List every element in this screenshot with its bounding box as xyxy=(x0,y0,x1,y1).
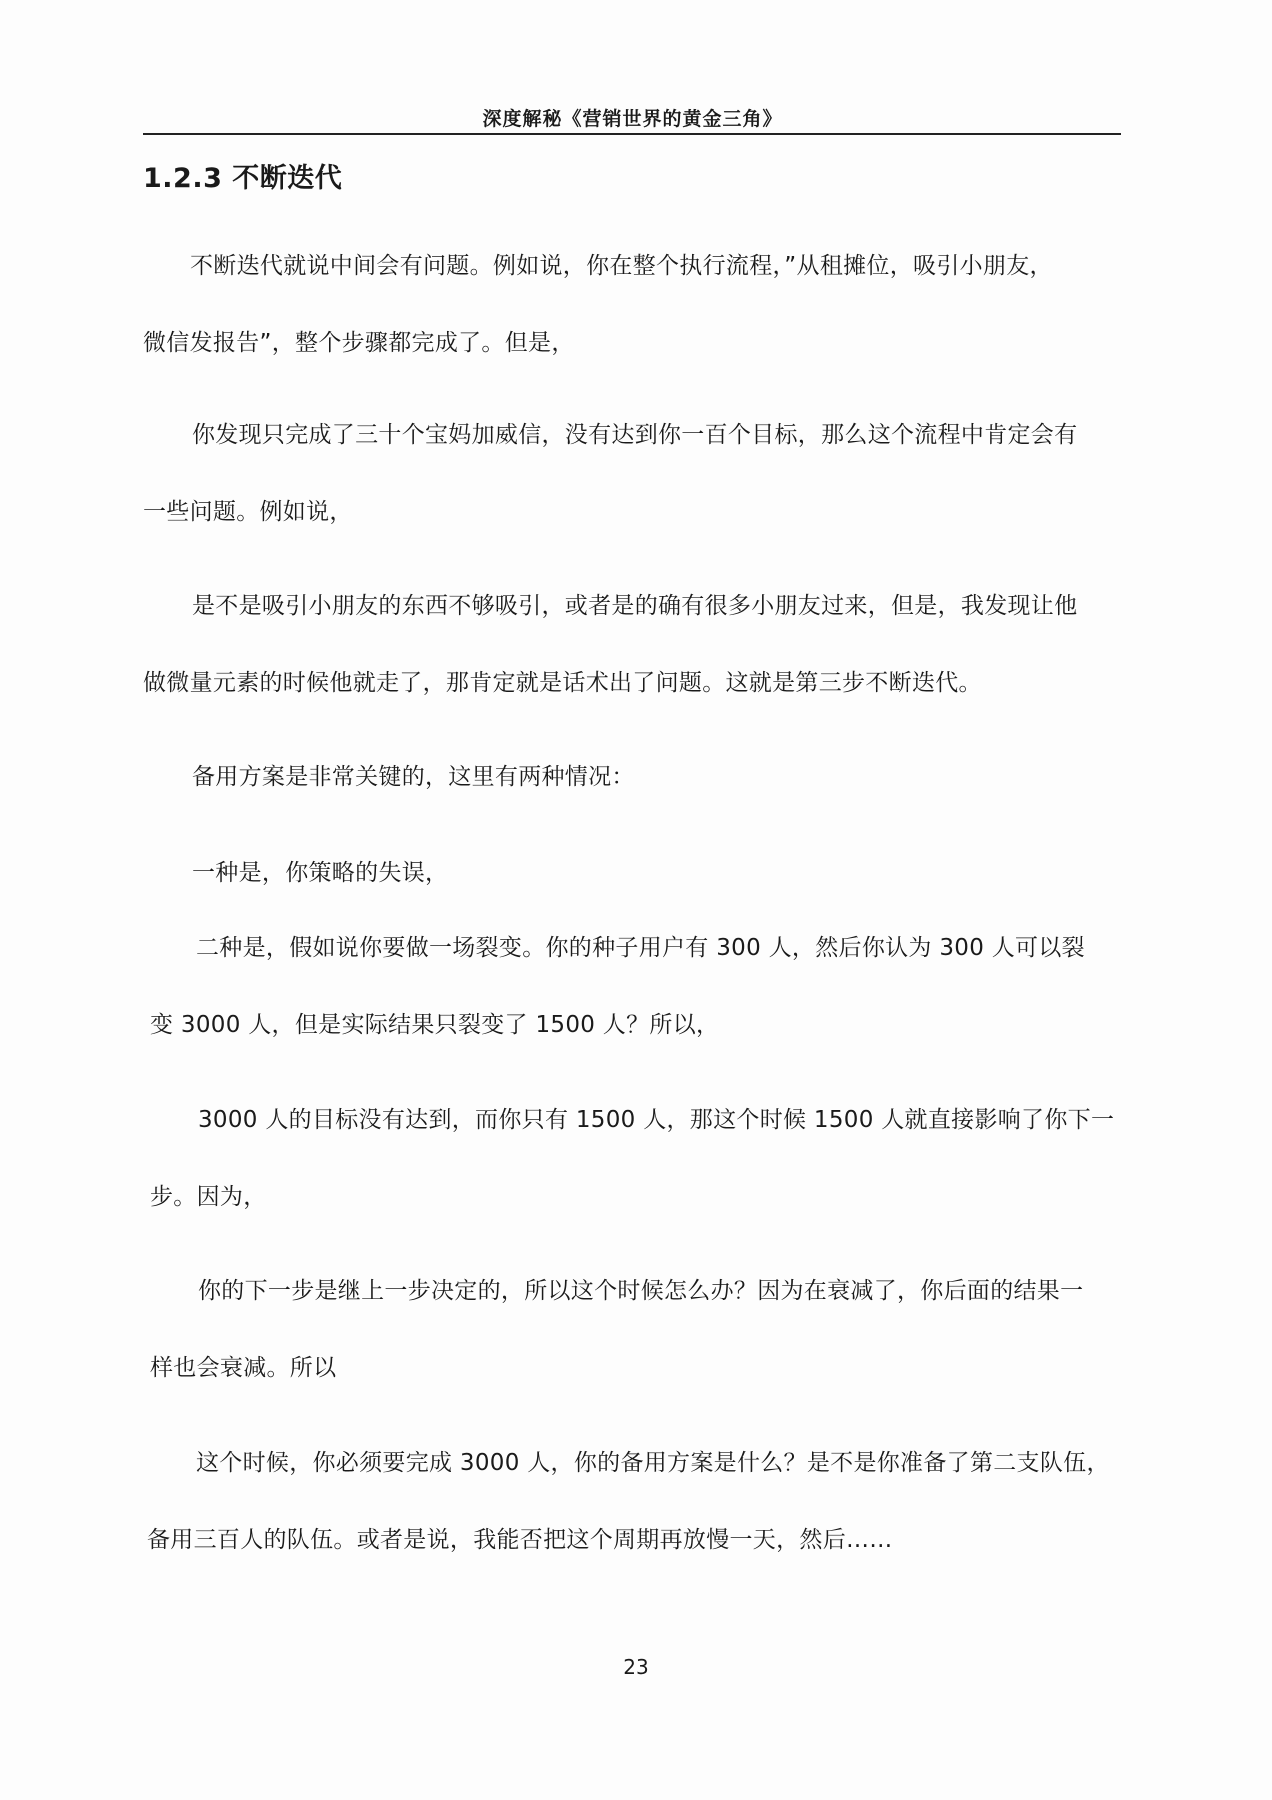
paragraph-line: 变 3000 人，但是实际结果只裂变了 1500 人？所以， xyxy=(150,1012,720,1038)
running-header: 深度解秘《营销世界的黄金三角》 xyxy=(482,108,783,130)
paragraph-line: 不断迭代就说中间会有问题。例如说，你在整个执行流程，”从租摊位，吸引小朋友， xyxy=(190,253,1053,279)
paragraph-line: 这个时候，你必须要完成 3000 人，你的备用方案是什么？是不是你准备了第二支队伍， xyxy=(196,1450,1110,1476)
section-title: 1.2.3 不断迭代 xyxy=(143,163,343,194)
paragraph-line: 样也会衰减。所以 xyxy=(150,1355,337,1381)
paragraph-line: 微信发报告”，整个步骤都完成了。但是， xyxy=(143,330,575,356)
header-rule xyxy=(143,133,1121,135)
paragraph-line: 备用方案是非常关键的，这里有两种情况： xyxy=(192,764,635,790)
paragraph-line: 一种是，你策略的失误， xyxy=(192,860,449,886)
page-number: 23 xyxy=(623,1655,649,1679)
paragraph-line: 你的下一步是继上一步决定的，所以这个时候怎么办？因为在衰减了，你后面的结果一 xyxy=(198,1278,1084,1304)
paragraph-line: 备用三百人的队伍。或者是说，我能否把这个周期再放慢一天，然后…… xyxy=(147,1527,893,1553)
paragraph-line: 3000 人的目标没有达到，而你只有 1500 人，那这个时候 1500 人就直接影响了你下一 xyxy=(198,1107,1115,1133)
paragraph-line: 二种是，假如说你要做一场裂变。你的种子用户有 300 人，然后你认为 300 人可以裂 xyxy=(196,935,1085,961)
paragraph-line: 做微量元素的时候他就走了，那肯定就是话术出了问题。这就是第三步不断迭代。 xyxy=(143,670,982,696)
paragraph-line: 步。因为， xyxy=(150,1184,267,1210)
paragraph-line: 一些问题。例如说， xyxy=(143,499,353,525)
paragraph-line: 是不是吸引小朋友的东西不够吸引，或者是的确有很多小朋友过来，但是，我发现让他 xyxy=(192,593,1078,619)
paragraph-line: 你发现只完成了三十个宝妈加威信，没有达到你一百个目标，那么这个流程中肯定会有 xyxy=(192,422,1078,448)
